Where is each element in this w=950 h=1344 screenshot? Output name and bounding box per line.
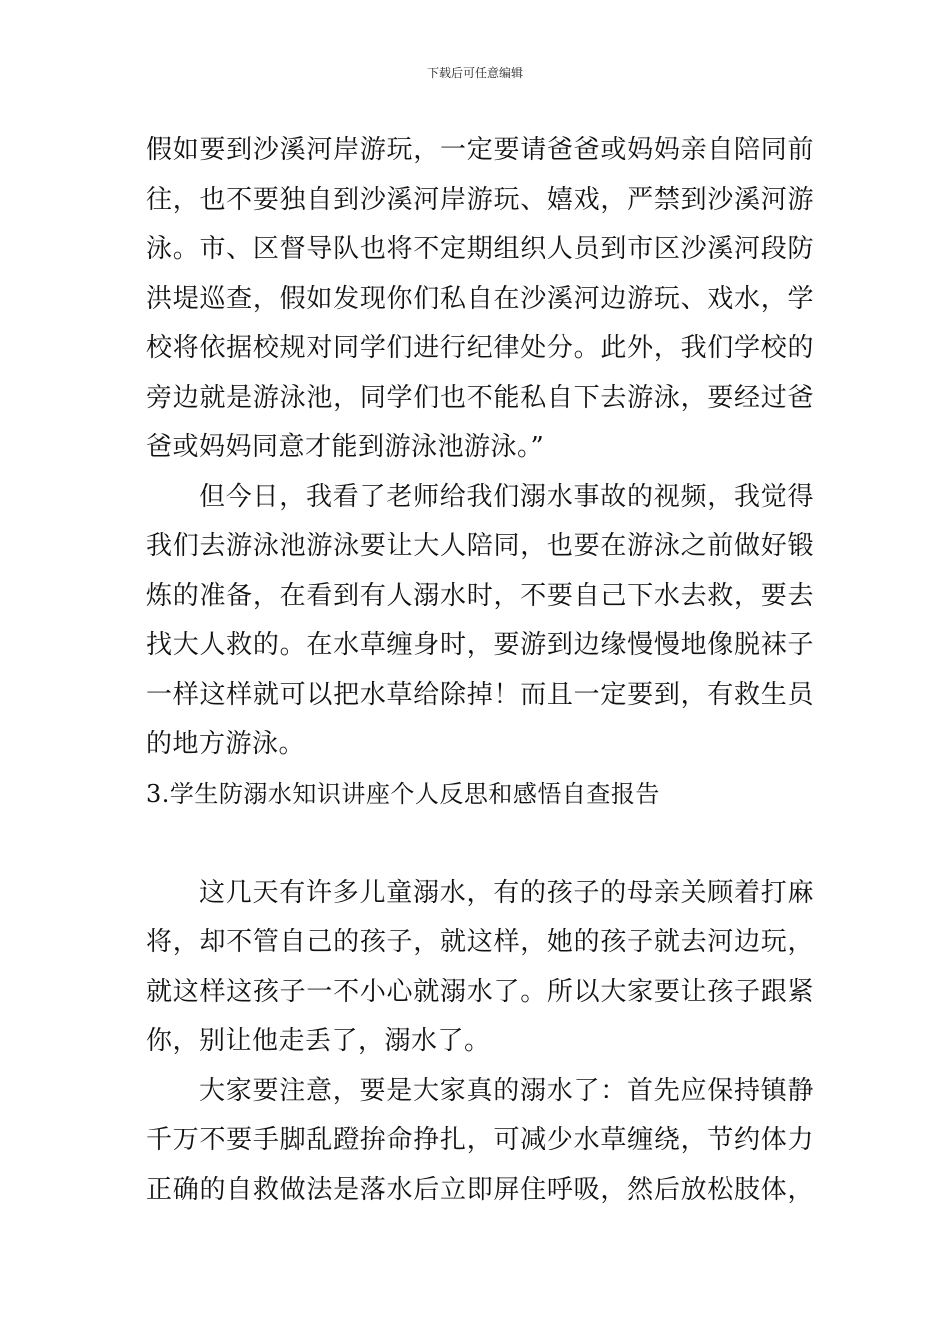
text-line: 但今日，我看了老师给我们溺水事故的视频，我觉得 xyxy=(199,481,814,512)
text-line: 的地方游泳。 xyxy=(146,729,306,759)
text-line: 往，也不要独自到沙溪河岸游玩、嬉戏，严禁到沙溪河游 xyxy=(146,184,814,215)
text-line: 找大人救的。在水草缠身时，要游到边缘慢慢地像脱袜子 xyxy=(146,630,814,660)
document-body xyxy=(146,126,814,1215)
text-line: 旁边就是游泳池，同学们也不能私自下去游泳，要经过爸 xyxy=(146,382,814,413)
text-line: 大家要注意，要是大家真的溺水了：首先应保持镇静 xyxy=(199,1075,814,1106)
paragraph-4 xyxy=(146,1067,814,1216)
text-line: 我们去游泳池游泳要让大人陪同，也要在游泳之前做好锻 xyxy=(146,531,814,561)
text-line: 千万不要手脚乱蹬拚命挣扎，可减少水草缠绕，节约体力 xyxy=(146,1125,814,1155)
blank-line xyxy=(146,819,814,869)
text-line: 就这样这孩子一不小心就溺水了。所以大家要让孩子跟紧 xyxy=(146,976,814,1007)
text-line: 假如要到沙溪河岸游玩，一定要请爸爸或妈妈亲自陪同前 xyxy=(146,135,814,165)
paragraph-2 xyxy=(146,473,814,770)
text-line: 炼的准备，在看到有人溺水时，不要自己下水去救，要去 xyxy=(146,580,814,611)
text-line: 洪堤巡查，假如发现你们私自在沙溪河边游玩、戏水，学 xyxy=(146,283,814,314)
paragraph-1 xyxy=(146,126,814,473)
text-line: 将，却不管自己的孩子，就这样，她的孩子就去河边玩， xyxy=(146,927,814,957)
section-heading: 3.学生防溺水知识讲座个人反思和感悟自查报告 xyxy=(146,779,660,808)
page-header: 下载后可任意编辑 xyxy=(426,66,523,80)
paragraph-3 xyxy=(146,869,814,1067)
text-line: 泳。市、区督导队也将不定期组织人员到市区沙溪河段防 xyxy=(146,234,814,264)
text-line: 这几天有许多儿童溺水，有的孩子的母亲关顾着打麻 xyxy=(199,877,814,908)
text-line: 你，别让他走丢了，溺水了。 xyxy=(146,1026,491,1056)
text-line: 爸或妈妈同意才能到游泳池游泳。” xyxy=(146,432,545,462)
text-line: 校将依据校规对同学们进行纪律处分。此外，我们学校的 xyxy=(146,333,814,363)
text-line: 正确的自救做法是落水后立即屏住呼吸，然后放松肢体， xyxy=(146,1174,814,1205)
text-line: 一样这样就可以把水草给除掉！而且一定要到，有救生员 xyxy=(146,679,814,710)
